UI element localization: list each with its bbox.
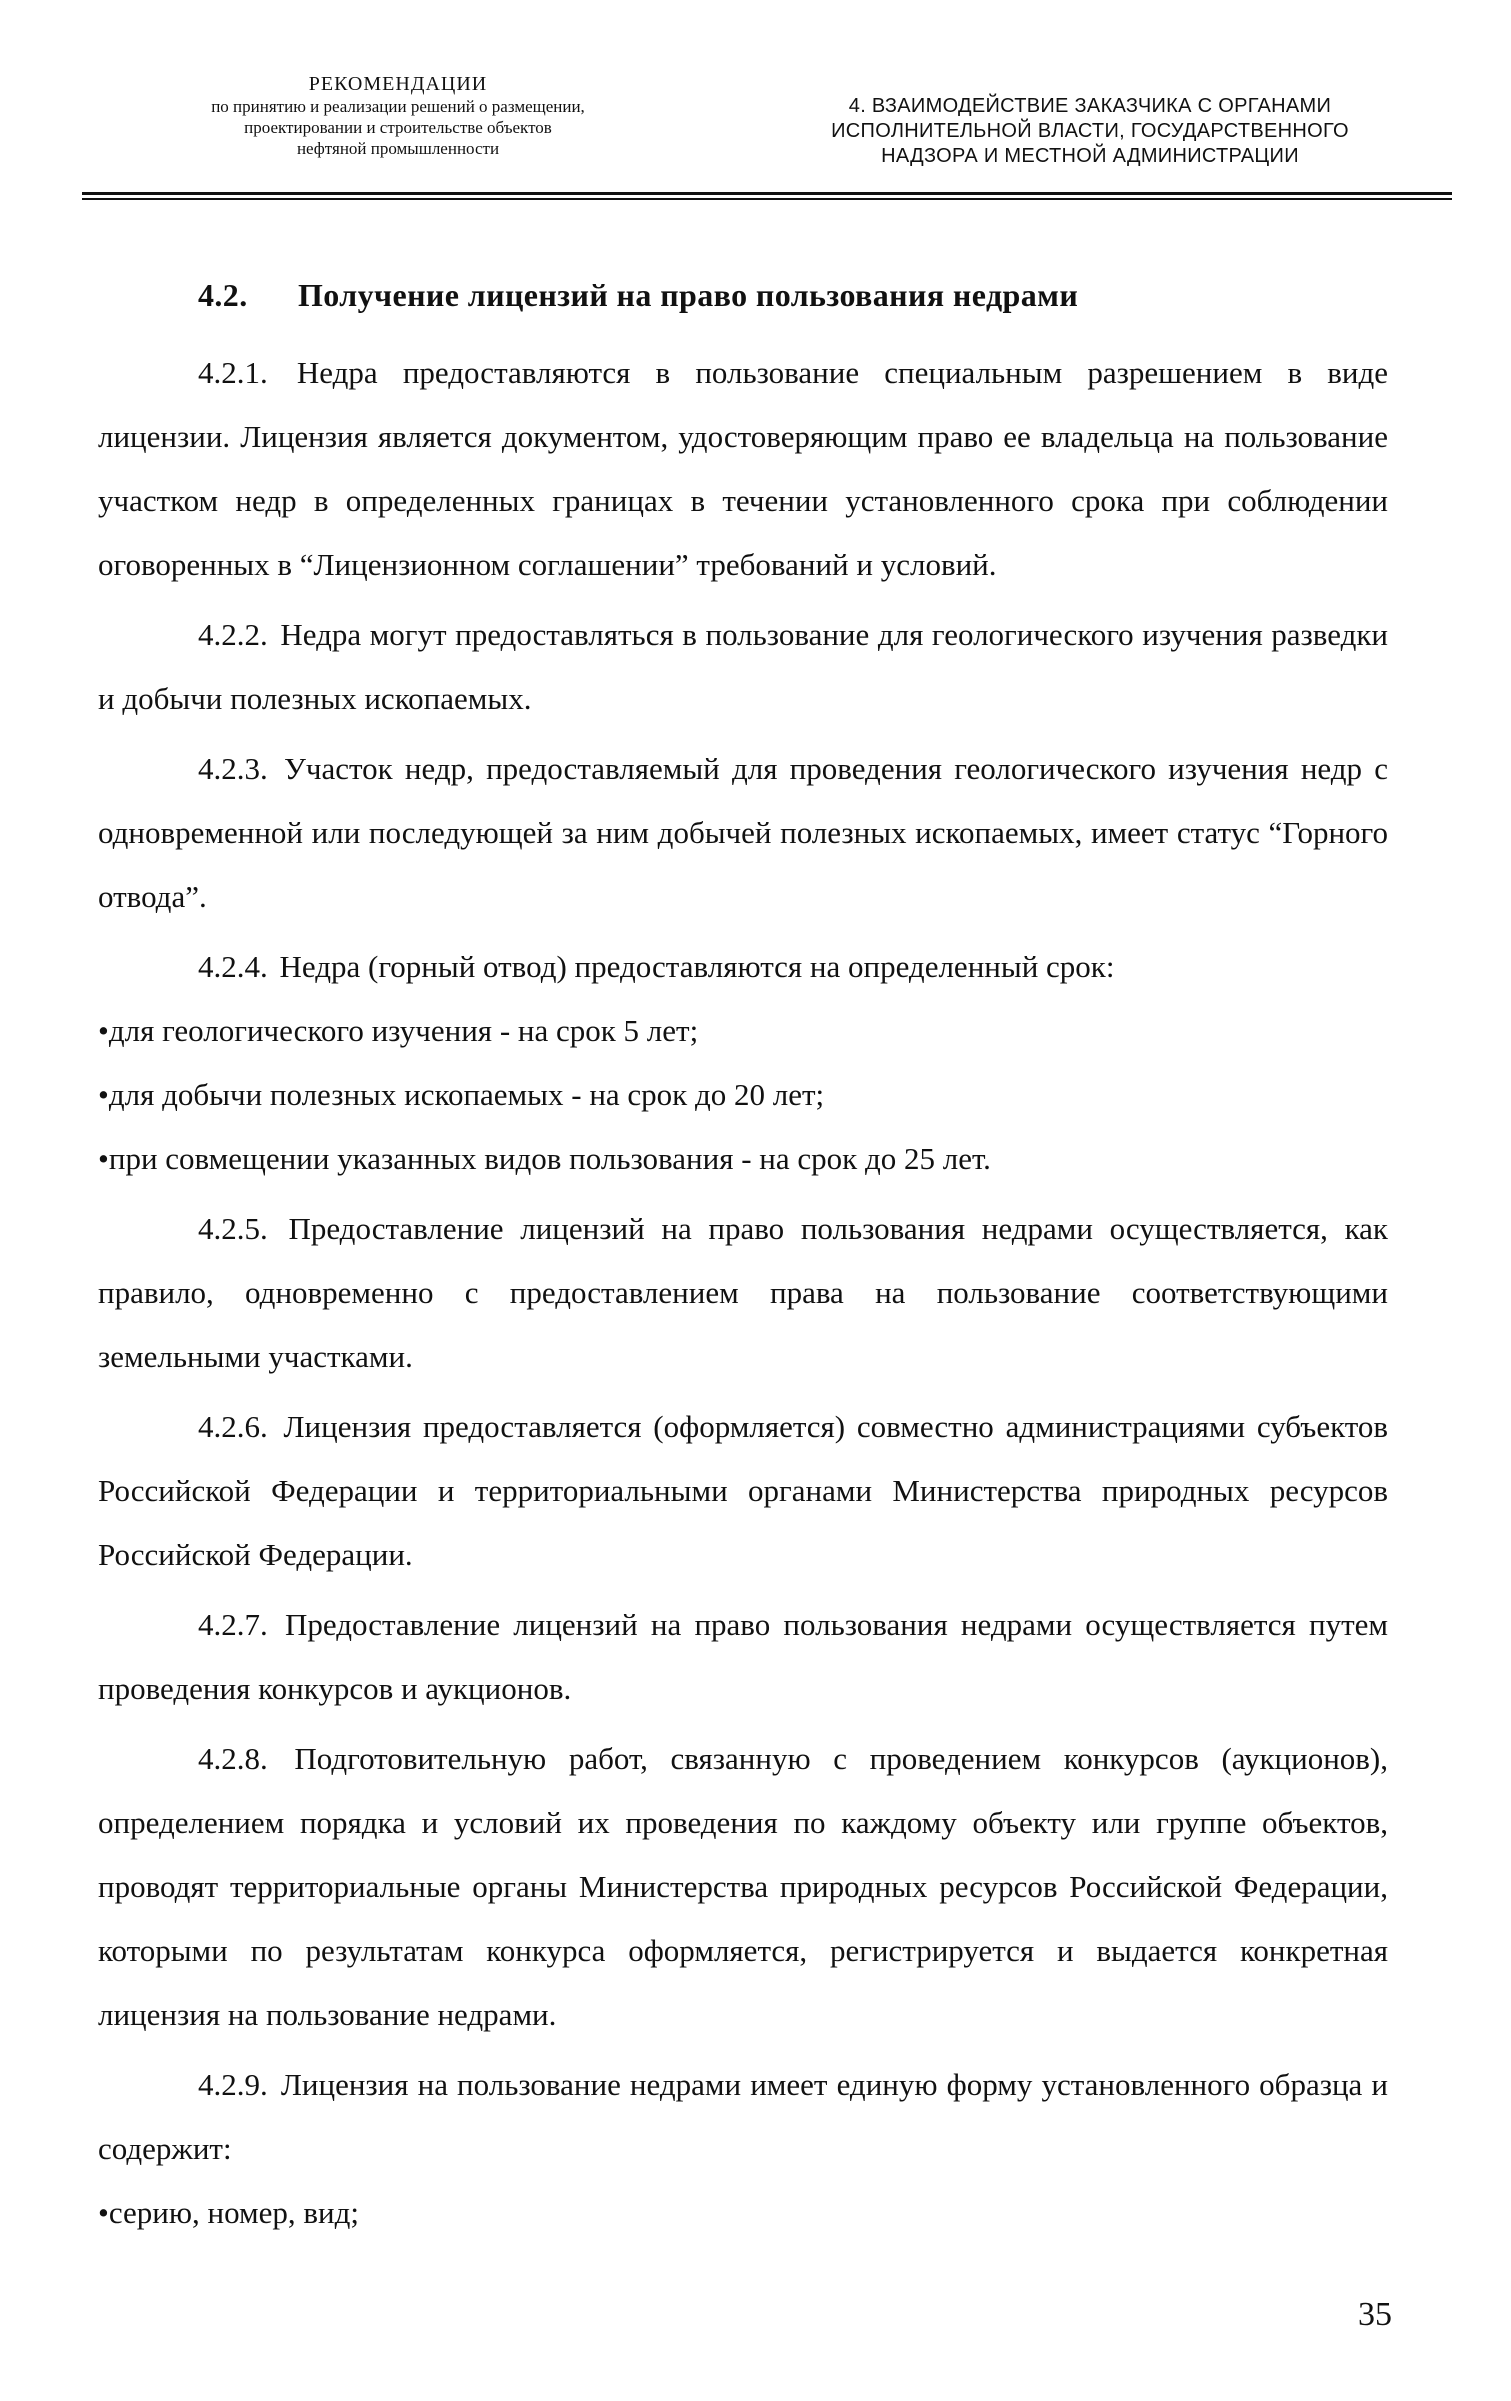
page-body [98,275,1388,2245]
list-item: •для добычи полезных ископаемых - на срок до 20 лет; [98,1077,825,1112]
paragraph-number: 4.2.3. [198,751,268,786]
header-left-line: по принятию и реализации решений о размещении, [211,97,585,116]
paragraph-4-2-6 [98,1395,1388,1587]
paragraph-4-2-8 [98,1727,1388,2047]
paragraph-text: Лицензия на пользование недрами имеет единую форму установленного образца и содержит: [98,2067,1389,2166]
list-item: •при совмещении указанных видов пользования - на срок до 25 лет. [98,1141,991,1176]
header-right-line: 4. ВЗАИМОДЕЙСТВИЕ ЗАКАЗЧИКА С ОРГАНАМИ [848,95,1332,117]
paragraph-number: 4.2.1. [198,355,268,390]
section-title: Получение лицензий на право пользования недрами [298,277,1079,313]
paragraph-4-2-3 [98,737,1388,929]
paragraph-number: 4.2.6. [198,1409,268,1444]
section-number: 4.2. [198,277,248,313]
paragraph-text: Лицензия предоставляется (оформляется) совместно администрациями субъектов Российской Федерации и территориальными органами Министерства природных ресурсов Российской Федерации. [98,1409,1389,1572]
paragraph-4-2-9 [98,2053,1388,2181]
header-left-line: проектировании и строительстве объектов [244,118,552,137]
paragraph-text: Предоставление лицензий на право пользования недрами осуществляется, как правило, одновременно с предоставлением права на пользование соответствующими земельными участками. [98,1211,1388,1374]
paragraph-text: Недра предоставляются в пользование специальным разрешением в виде лицензии. Лицензия является документом, удостоверяющим право ее владельца на пользование участком недр в определенных границах в течении установленного срока при соблюдении оговоренных в “Лицензионном соглашении” требований и условий. [98,355,1389,582]
header-left-line: нефтяной промышленности [296,139,500,158]
paragraph-4-2-1 [98,341,1388,597]
paragraph-4-2-4 [98,935,1388,999]
paragraph-4-2-7 [98,1593,1388,1721]
header-divider [82,192,1452,195]
header-right-line: ИСПОЛНИТЕЛЬНОЙ ВЛАСТИ, ГОСУДАРСТВЕННОГО [831,120,1349,142]
list-item: •для геологического изучения - на срок 5 лет; [98,1013,699,1048]
paragraph-text: Участок недр, предоставляемый для проведения геологического изучения недр с одновременной или последующей за ним добычей полезных ископаемых, имеет статус “Горного отвода”. [98,751,1388,914]
running-header-left [118,72,678,159]
paragraph-text: Недра могут предоставляться в пользование для геологического изучения разведки и добычи полезных ископаемых. [98,617,1389,716]
running-header-right [775,94,1405,169]
paragraph-number: 4.2.7. [198,1607,268,1642]
section-heading [98,275,1388,315]
paragraph-number: 4.2.4. [198,949,268,984]
paragraph-number: 4.2.2. [198,617,268,652]
header-right-line: НАДЗОРА И МЕСТНОЙ АДМИНИСТРАЦИИ [881,145,1299,167]
paragraph-4-2-5 [98,1197,1388,1389]
header-divider [82,198,1452,200]
header-left-title: РЕКОМЕНДАЦИИ [308,73,488,95]
paragraph-number: 4.2.9. [198,2067,268,2102]
paragraph-4-2-2 [98,603,1388,731]
list-item: •серию, номер, вид; [98,2195,359,2230]
paragraph-text: Предоставление лицензий на право пользования недрами осуществляется путем проведения конкурсов и аукционов. [98,1607,1388,1706]
paragraph-number: 4.2.5. [198,1211,268,1246]
paragraph-text: Недра (горный отвод) предоставляются на определенный срок: [279,949,1115,984]
paragraph-number: 4.2.8. [198,1741,268,1776]
paragraph-text: Подготовительную работ, связанную с проведением конкурсов (аукционов), определением порядка и условий их проведения по каждому объекту или группе объектов, проводят территориальные органы Министерства природных ресурсов Российской Федерации, которыми по результатам конкурса оформляется, регистрируется и выдается конкретная лицензия на пользование недрами. [98,1741,1388,2032]
page-number: 35 [1358,2296,1392,2333]
